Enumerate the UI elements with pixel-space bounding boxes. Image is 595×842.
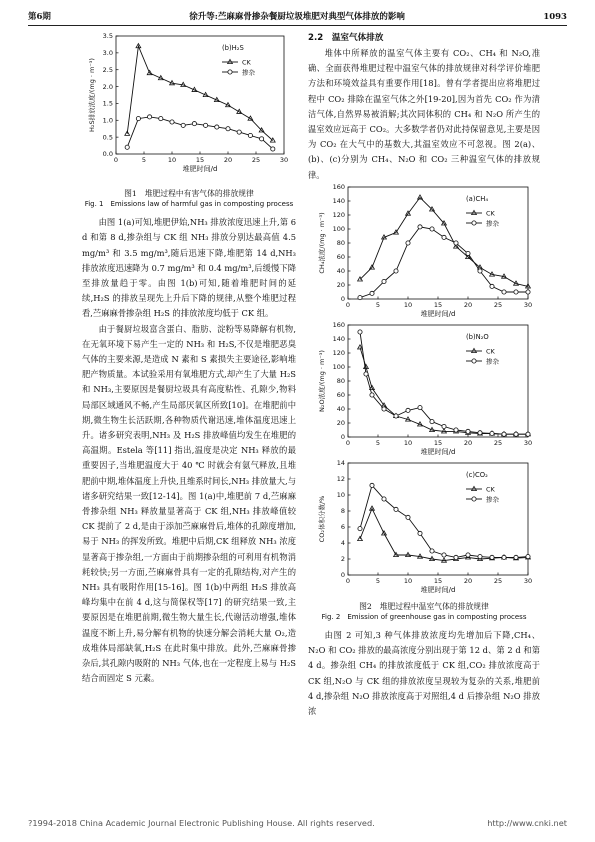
paragraph: 由图 1(a)可知,堆肥伊始,NH₃ 排放浓度迅速上升,第 6 d 和第 8 d,掺杂组与 CK 组 NH₃ 排放分别达最高值 4.5 mg/m³ 和 3.5 mg/m³,随后迅速下降,堆肥第 14 d,NH₃ 排放浓度迅速降为 0.7 mg/m³ 和 0.4 mg/m³,后缓慢下降至排放量趋于零。由图 1(b)可知,随着堆肥时间的延续,H₂S 的排放呈现先上升后下降的规律,从整个堆肥过程看,苎麻麻骨掺杂组 H₂S 的排放浓度均低于 CK 组。 [82,217,296,319]
data-point [271,147,275,151]
data-point [237,130,241,134]
y-tick-label: 8 [340,507,345,516]
data-point [478,431,482,435]
data-point [526,432,530,436]
x-tick-label: 15 [433,438,443,447]
y-tick-label: 120 [332,211,345,220]
data-point [248,133,252,137]
data-point [148,115,152,119]
x-tick-label: 25 [251,156,261,164]
data-point [260,137,264,141]
x-tick-label: 20 [463,576,473,585]
chart-group [317,459,532,593]
fig1-caption: 图1 堆肥过程中有害气体的排放规律 [124,189,254,199]
data-point [181,123,185,127]
x-axis-label: 堆肥时间/d [420,309,456,318]
chart-group [317,321,532,456]
x-tick-label: 5 [375,300,381,309]
data-point [466,429,470,433]
y-axis-label: CO₂体积分数/% [318,495,326,543]
x-axis-label: 堆肥时间/d [182,165,218,173]
issue-number: 第6期 [28,12,51,22]
data-point [170,120,174,124]
paragraph: 堆体中所释放的温室气体主要有 CO₂、CH₄ 和 N₂O,准确、全面获得堆肥过程中温室气体的排放规律对科学评价堆肥方法和环境效益具有重要作用[18]。曾有学者提出应将堆肥过程中 CO₂ 排除在温室气体之外[19-20],因为首先 CO₂ 作为清洁气体,自然界易被消解;其次同体积的 CH₄ 和 N₂O 所产生的温室效应远高于 CO₂。大多数学者仍对此持保留意见,主要是因为 CO₂ 在大气中的基数大,其温室效应不可忽视。图 2(a)、(b)、(c)分别为 CH₄、N₂O 和 CO₂ 三种温室气体的排放规律。 [308,48,540,180]
data-point [370,393,374,397]
data-point [406,552,411,556]
data-point [364,372,368,376]
data-point [382,407,386,411]
data-point [526,554,530,558]
x-tick-label: 10 [167,156,177,164]
series-line [360,485,528,557]
legend-marker [472,497,476,501]
fig2-chart [308,183,540,593]
data-point [478,269,482,273]
y-tick-label: 140 [332,335,345,344]
data-point [382,279,386,283]
x-tick-label: 30 [523,576,533,585]
data-point [430,227,434,231]
data-point [358,295,362,299]
y-tick-label: 160 [332,183,345,192]
y-tick-label: 10 [336,491,345,500]
y-tick-label: 0.5 [102,133,113,142]
data-point [406,241,410,245]
paragraph: 由于餐厨垃圾富含蛋白、脂肪、淀粉等易降解有机物,在无氧环境下易产生一定的 NH₃ 和 H₂S,不仅是堆肥恶臭气体的主要来源,是造成 N 素和 S 素损失主要途径,影响堆肥产物质量。本试验采用有氧堆肥方式,却产生了大量 H₂S 和 NH₃,主要原因是餐厨垃圾具有高度粘性、孔隙少,物料局部区域通风不畅,产生局部厌氧区所致[10]。在堆肥前中期,微生物生长活跃期,各种物质代谢迅速,堆体温度迅速上升。诸多研究表明,NH₃ 及 H₂S 排放峰值均发生在堆肥的高温期。Estela 等[11] 指出,温度是决定 NH₃ 释放的最重要因子,当堆肥温度大于 40 ℃ 时就会有氨气释放,且堆肥前中期,堆体温度上升快,且维系时间长,NH₃ 排放量大,与诸多研究结果一致[12-14]。图 1(a)中,堆肥前 7 d,苎麻麻骨掺杂组 NH₃ 释放量显著高于 CK 组,NH₃ 排放峰值较 CK 提前了 2 d,是由于添加苎麻麻骨后,堆体的孔隙度增加,易于 NH₃ 的挥发所致。堆肥中后期,CK 组释放 NH₃ 浓度显著高于掺杂组,一方面由于前期掺杂组的可利用有机物消耗较快;另一方面,苎麻麻骨具有一定的孔隙结构,对产生的 NH₃ 具有吸附作用[15-16]。图 1(b)中两组 H₂S 排放高峰均集中在前 4 d,这与简保权等[17] 的研究结果一致,主要原因是在堆肥前期,微生物大量生长,代谢活动增强,堆体温度不断上升,易分解有机物的快速分解会消耗大量 O₂,造成堆体局部缺氧,H₂S 在此时集中排放。此外,苎麻麻骨掺杂后,其孔隙内吸附的 NH₃ 气体,也在一定程度上易与 H₂S 结合而固定 S 元素。 [82,323,296,684]
chart-group [87,32,288,173]
data-point [466,553,470,557]
fig1-chart [82,30,296,180]
data-point [215,125,219,129]
running-title: 徐升等:苎麻麻骨掺杂餐厨垃圾堆肥对典型气体排放的影响 [189,12,405,22]
y-tick-label: 6 [340,523,345,532]
right-column [308,30,540,719]
data-point [418,531,422,535]
x-tick-label: 25 [493,438,503,447]
legend-label: CK [486,209,495,218]
y-tick-label: 2.0 [102,82,113,91]
x-tick-label: 30 [523,300,533,309]
y-tick-label: 60 [336,391,345,400]
series-line [360,347,528,434]
y-tick-label: 3.0 [102,49,113,58]
legend-marker [472,210,477,214]
fig2-caption-en: Fig. 2 Emission of greenhouse gas in composting process [321,613,527,622]
y-tick-label: 160 [332,321,345,330]
plot-frame [348,463,528,575]
y-tick-label: 2 [340,555,345,564]
y-tick-label: 1.5 [102,99,113,108]
y-tick-label: 0.0 [102,150,113,159]
data-point [466,251,470,255]
data-point [192,122,196,126]
x-tick-label: 20 [463,300,473,309]
legend-marker [228,59,233,63]
data-point [358,330,362,334]
data-point [394,269,398,273]
data-point [136,117,140,121]
data-point [370,291,374,295]
data-point [442,235,446,239]
fig2-caption: 图2 堆肥过程中温室气体的排放规律 [359,602,489,612]
legend-marker [472,348,477,352]
y-tick-label: 60 [336,253,345,262]
legend-label: 掺杂 [486,357,499,366]
y-tick-label: 1.0 [102,116,113,125]
y-axis-label: H₂S排放浓度/(mg · m⁻³) [88,58,96,132]
y-tick-label: 40 [336,267,345,276]
x-tick-label: 15 [195,156,205,164]
x-tick-label: 0 [113,156,119,164]
x-tick-label: 0 [345,438,351,447]
plot-frame [348,187,528,299]
data-point [526,290,530,294]
legend-marker [472,221,476,225]
data-point [490,284,494,288]
legend-marker [228,70,232,74]
footer [28,818,567,828]
data-point [514,555,518,559]
panel-label: (c)CO₂ [466,470,488,479]
y-tick-label: 0 [340,571,345,580]
data-point [454,555,458,559]
x-tick-label: 0 [345,300,351,309]
x-tick-label: 15 [433,576,443,585]
data-point [204,123,208,127]
page-number: 1093 [543,12,567,22]
x-tick-label: 10 [403,438,413,447]
figure-1 [82,30,296,209]
x-tick-label: 0 [345,576,351,585]
running-header [28,8,567,26]
x-axis-label: 堆肥时间/d [420,447,456,456]
y-axis-label: CH₄浓度/(mg · m⁻³) [318,212,326,274]
y-tick-label: 20 [336,419,345,428]
data-point [382,497,386,501]
y-tick-label: 4 [340,539,345,548]
legend-label: CK [242,58,251,67]
data-point [226,127,230,131]
data-point [430,549,434,553]
data-point [394,414,398,418]
data-point [159,117,163,121]
data-point [442,553,446,557]
data-point [418,225,422,229]
x-tick-label: 25 [493,576,503,585]
plot-frame [348,325,528,437]
data-point [406,408,410,412]
legend-label: 掺杂 [486,219,499,228]
x-tick-label: 5 [141,156,147,164]
panel-label: (a)CH₄ [466,194,489,203]
panel-label: (b)N₂O [466,332,489,341]
series-line [127,46,273,140]
x-tick-label: 20 [463,438,473,447]
data-point [454,428,458,432]
x-tick-label: 30 [279,156,289,164]
y-tick-label: 0 [340,295,345,304]
y-axis-label: N₂O浓度/(mg · m⁻³) [318,349,326,412]
data-point [358,526,362,530]
data-point [502,555,506,559]
legend-label: CK [486,485,495,494]
data-point [478,554,482,558]
x-tick-label: 10 [403,576,413,585]
data-point [125,145,129,149]
data-point [502,290,506,294]
paragraph: 由图 2 可知,3 种气体排放浓度均先增加后下降,CH₄、N₂O 和 CO₂ 排放的最高浓度分别出现于第 12 d、第 2 d 和第 4 d。掺杂组 CH₄ 的排放浓度低于 CK 组,CO₂ 排放浓度高于 CK 组,N₂O 与 CK 组的排放浓度呈现较为复杂的关系,堆肥前 4 d,掺杂组 N₂O 排放浓度高于对照组,4 d 后掺杂组 N₂O 排放浓 [308,630,540,717]
fig1-caption-en: Fig. 1 Emissions law of harmful gas in composting process [84,200,294,209]
y-tick-label: 40 [336,405,345,414]
legend-label: 掺杂 [242,68,255,77]
x-tick-label: 25 [493,300,503,309]
data-point [394,507,398,511]
section-heading: 2.2 温室气体排放 [308,33,384,43]
site-url: http://www.cnki.net [487,818,567,828]
series-line [127,117,273,149]
y-tick-label: 0 [340,433,345,442]
x-tick-label: 5 [375,438,381,447]
x-tick-label: 5 [375,576,381,585]
data-point [442,424,446,428]
legend-marker [472,486,477,490]
data-point [514,290,518,294]
x-tick-label: 15 [433,300,443,309]
y-tick-label: 80 [336,377,345,386]
x-tick-label: 30 [523,438,533,447]
data-point [514,432,518,436]
data-point [370,483,374,487]
y-tick-label: 80 [336,239,345,248]
data-point [418,405,422,409]
legend-marker [472,359,476,363]
data-point [502,432,506,436]
data-point [490,431,494,435]
chart-group [317,183,532,318]
y-tick-label: 120 [332,349,345,358]
x-axis-label: 堆肥时间/d [420,585,456,593]
data-point [430,419,434,423]
data-point [406,515,410,519]
copyright-notice: ?1994-2018 China Academic Journal Electronic Publishing House. All rights reserved. [28,818,375,828]
series-line [360,194,528,286]
y-tick-label: 20 [336,281,345,290]
figure-2 [308,183,540,622]
y-tick-label: 140 [332,197,345,206]
y-tick-label: 2.5 [102,65,113,74]
legend-label: CK [486,347,495,356]
x-tick-label: 10 [403,300,413,309]
y-tick-label: 100 [332,225,345,234]
y-tick-label: 100 [332,363,345,372]
y-tick-label: 3.5 [102,32,113,41]
data-point [454,241,458,245]
legend-label: 掺杂 [486,495,499,504]
x-tick-label: 20 [223,156,233,164]
y-tick-label: 14 [336,459,345,468]
y-tick-label: 12 [336,475,345,484]
left-column [82,30,296,687]
series-line [360,332,528,434]
panel-label: (b)H₂S [222,44,244,52]
data-point [490,555,494,559]
